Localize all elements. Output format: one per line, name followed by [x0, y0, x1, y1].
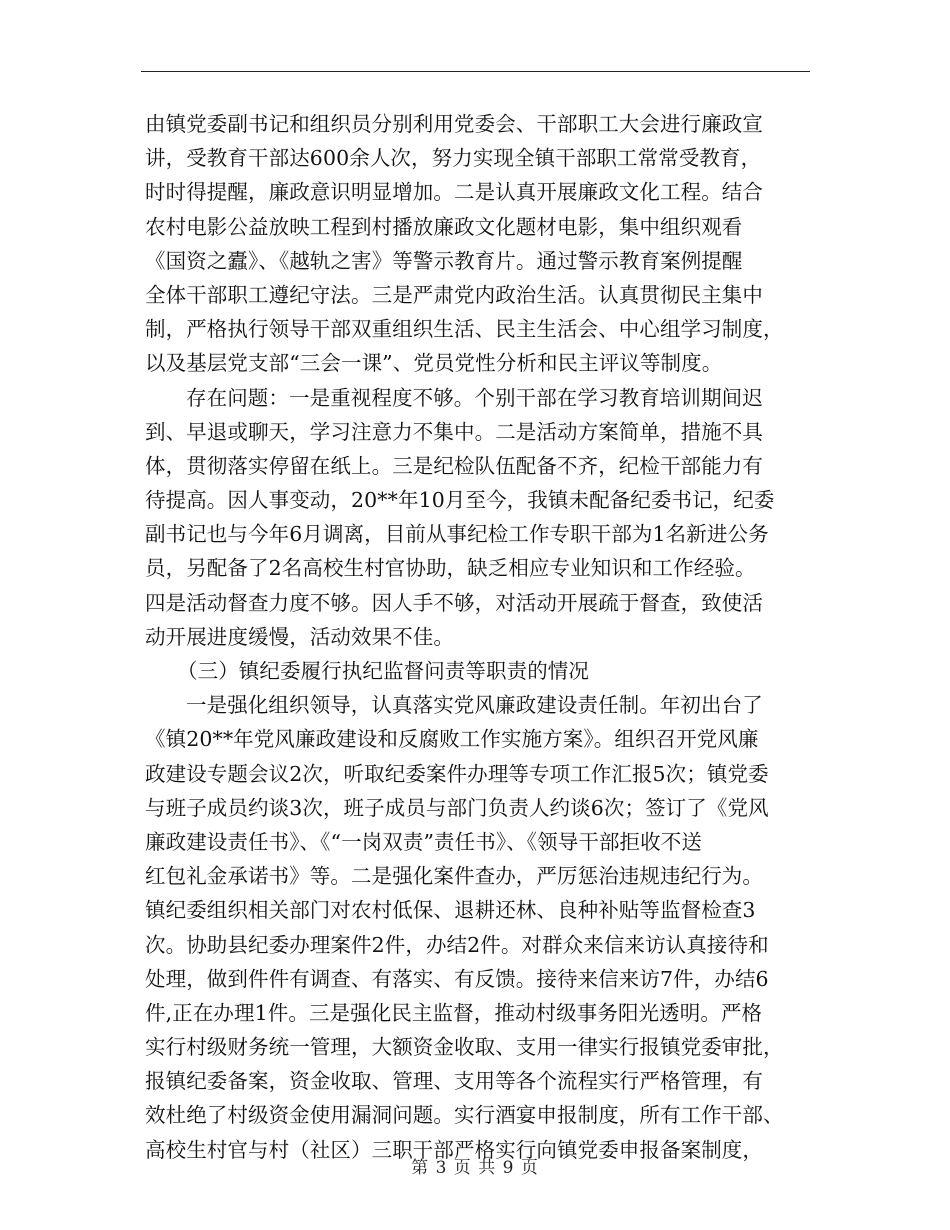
section-heading: （三）镇纪委履行执纪监督问责等职责的情况 [177, 659, 589, 683]
text-line: 《国资之蠹》、《越轨之害》等警示教育片。通过警示教育案例提醒 [145, 248, 743, 273]
text-line: 制，严格执行领导干部双重组织生活、民主生活会、中心组学习制度， [145, 317, 784, 342]
text-line: 时时得提醒，廉政意识明显增加。二是认真开展廉政文化工程。结合 [145, 180, 763, 205]
text-line: 农村电影公益放映工程到村播放廉政文化题材电影，集中组织观看 [145, 214, 743, 239]
header-rule [141, 71, 810, 72]
text-line: 到、早退或聊天，学习注意力不集中。二是活动方案简单，措施不具 [145, 419, 763, 444]
paragraph-start-line: 一是强化组织领导，认真落实党风廉政建设责任制。年初出台了 [186, 693, 763, 718]
text-line: 与班子成员约谈3次，班子成员与部门负责人约谈6次；签订了《党风 [145, 795, 769, 820]
text-line: 廉政建设责任书》、《“一岗双责”责任书》、《领导干部拒收不送 [145, 829, 702, 854]
text-line: 全体干部职工遵纪守法。三是严肃党内政治生活。认真贯彻民主集中 [145, 282, 763, 307]
text-line: 次。协助县纪委办理案件2件，办结2件。对群众来信来访认真接待和 [145, 932, 769, 957]
text-line: 件,正在办理1件。三是强化民主监督，推动村级事务阳光透明。严格 [145, 1000, 763, 1025]
text-line: 镇纪委组织相关部门对农村低保、退耕还林、良种补贴等监督检查3 [145, 898, 756, 923]
text-line: 四是活动督查力度不够。因人手不够，对活动开展疏于督查，致使活 [145, 590, 763, 615]
text-line: 红包礼金承诺书》等。二是强化案件查办，严厉惩治违规违纪行为。 [145, 864, 763, 889]
text-line: 由镇党委副书记和组织员分别利用党委会、干部职工大会进行廉政宣 [145, 112, 763, 136]
text-line: 以及基层党支部“三会一课”、党员党性分析和民主评议等制度。 [145, 351, 723, 376]
text-line: 《镇20**年党风廉政建设和反腐败工作实施方案》。组织召开党风廉 [145, 727, 759, 752]
text-line: 动开展进度缓慢，活动效果不佳。 [145, 624, 454, 649]
text-line: 体，贯彻落实停留在纸上。三是纪检队伍配备不齐，纪检干部能力有 [145, 453, 763, 478]
text-line: 实行村级财务统一管理，大额资金收取、支用一律实行报镇党委审批， [145, 1035, 784, 1060]
paragraph-start-line: 存在问题：一是重视程度不够。个别干部在学习教育培训期间迟 [186, 385, 763, 410]
text-line: 报镇纪委备案，资金收取、管理、支用等各个流程实行严格管理，有 [145, 1069, 763, 1094]
text-line: 副书记也与今年6月调离，目前从事纪检工作专职干部为1名新进公务 [145, 522, 769, 547]
text-line: 效杜绝了村级资金使用漏洞问题。实行酒宴申报制度，所有工作干部、 [145, 1103, 784, 1128]
text-line: 高校生村官与村（社区）三职干部严格实行向镇党委申报备案制度， [145, 1137, 763, 1162]
page-number-footer: 第 3 页 共 9 页 [411, 1158, 539, 1178]
document-body [145, 107, 815, 1167]
text-line: 处理，做到件件有调查、有落实、有反馈。接待来信来访7件，办结6 [145, 966, 769, 991]
text-line: 员，另配备了2名高校生村官协助，缺乏相应专业知识和工作经验。 [145, 556, 756, 581]
text-line: 政建设专题会议2次，听取纪委案件办理等专项工作汇报5次；镇党委 [145, 761, 769, 786]
text-line: 讲，受教育干部达600余人次，努力实现全镇干部职工常常受教育， [145, 146, 762, 171]
text-line: 待提高。因人事变动，20**年10月至今，我镇未配备纪委书记，纪委 [145, 488, 775, 513]
